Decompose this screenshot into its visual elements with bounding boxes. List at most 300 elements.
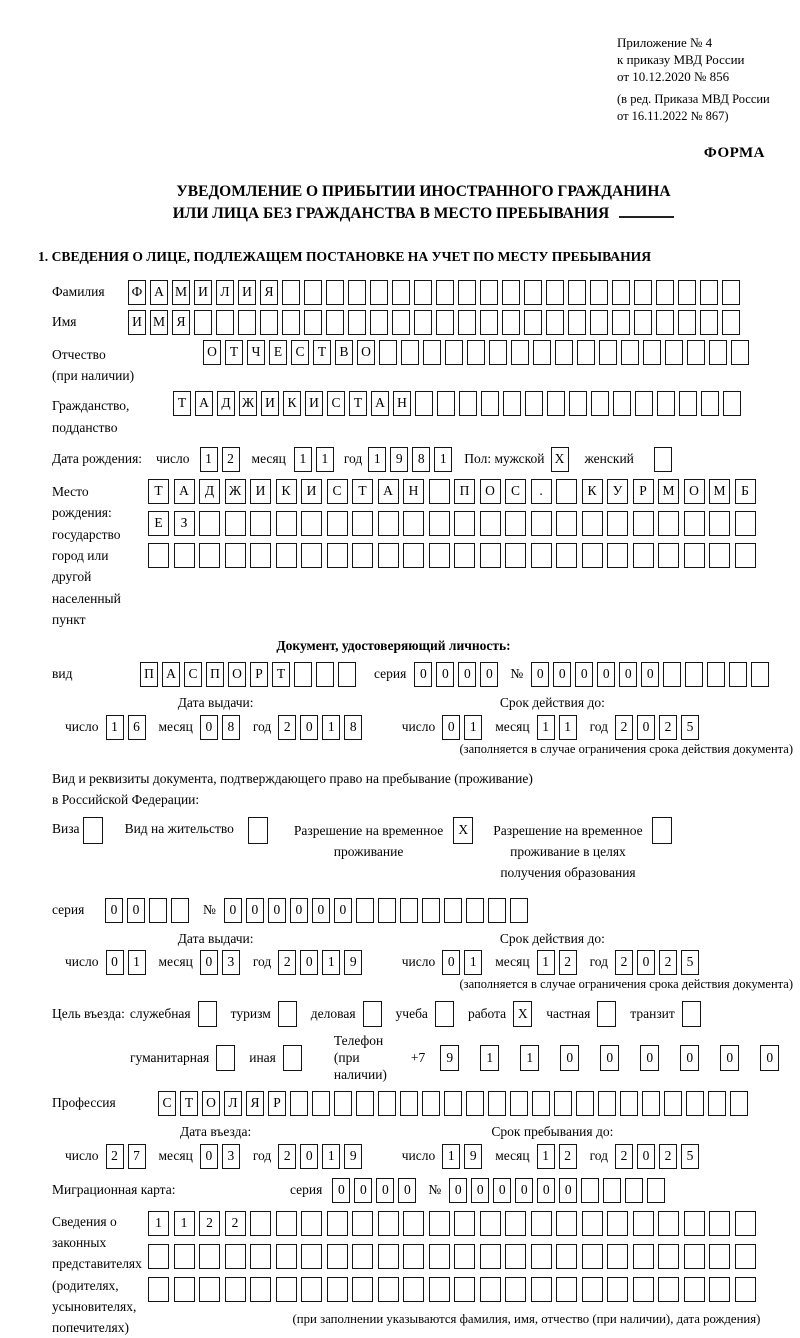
doc-seriya-input[interactable] xyxy=(414,662,502,687)
char-box[interactable]: Т xyxy=(352,479,373,504)
char-box[interactable] xyxy=(348,280,366,305)
char-box[interactable]: 0 xyxy=(354,1178,372,1203)
char-box[interactable] xyxy=(403,1211,424,1236)
char-box[interactable] xyxy=(352,1244,373,1269)
char-box[interactable]: 0 xyxy=(127,898,145,923)
birth-place-row1-input[interactable] xyxy=(148,479,760,504)
entry-day[interactable] xyxy=(106,1144,150,1169)
char-box[interactable] xyxy=(505,511,526,536)
char-box[interactable] xyxy=(729,662,747,687)
char-box[interactable] xyxy=(657,391,675,416)
char-box[interactable]: 0 xyxy=(300,1144,318,1169)
purpose-work-checkbox[interactable]: X xyxy=(513,1001,532,1027)
char-box[interactable] xyxy=(148,1244,169,1269)
char-box[interactable] xyxy=(502,310,520,335)
char-box[interactable]: 1 xyxy=(106,715,124,740)
char-box[interactable] xyxy=(700,310,718,335)
char-box[interactable] xyxy=(635,391,653,416)
char-box[interactable]: 0 xyxy=(300,950,318,975)
char-box[interactable] xyxy=(458,310,476,335)
char-box[interactable] xyxy=(730,1091,748,1116)
char-box[interactable]: 0 xyxy=(442,950,460,975)
char-box[interactable] xyxy=(429,1277,450,1302)
char-box[interactable]: 0 xyxy=(680,1045,699,1071)
char-box[interactable] xyxy=(664,1091,682,1116)
gender-female-checkbox[interactable] xyxy=(654,447,672,472)
char-box[interactable] xyxy=(555,340,573,365)
stay-until-year[interactable] xyxy=(615,1144,703,1169)
char-box[interactable]: М xyxy=(150,310,168,335)
char-box[interactable] xyxy=(444,1091,462,1116)
char-box[interactable]: Я xyxy=(260,280,278,305)
char-box[interactable]: 0 xyxy=(537,1178,555,1203)
char-box[interactable] xyxy=(216,310,234,335)
stay-valid-month[interactable] xyxy=(537,950,581,975)
char-box[interactable] xyxy=(658,1211,679,1236)
char-box[interactable] xyxy=(554,1091,572,1116)
char-box[interactable]: 9 xyxy=(440,1045,459,1071)
char-box[interactable] xyxy=(598,1091,616,1116)
residence-permit-checkbox[interactable] xyxy=(248,817,268,844)
char-box[interactable]: Ч xyxy=(247,340,265,365)
guardians-row1-input[interactable] xyxy=(148,1211,760,1236)
char-box[interactable] xyxy=(656,310,674,335)
char-box[interactable]: 5 xyxy=(681,715,699,740)
char-box[interactable] xyxy=(250,511,271,536)
char-box[interactable]: 3 xyxy=(222,950,240,975)
char-box[interactable]: С xyxy=(505,479,526,504)
doc-valid-day[interactable] xyxy=(442,715,486,740)
char-box[interactable]: 0 xyxy=(200,950,218,975)
char-box[interactable] xyxy=(429,511,450,536)
char-box[interactable] xyxy=(621,340,639,365)
char-box[interactable] xyxy=(378,1091,396,1116)
char-box[interactable] xyxy=(199,511,220,536)
char-box[interactable] xyxy=(531,1277,552,1302)
char-box[interactable]: 0 xyxy=(290,898,308,923)
char-box[interactable] xyxy=(591,391,609,416)
doc-issue-month[interactable] xyxy=(200,715,244,740)
temp-permit-checkbox[interactable]: X xyxy=(453,817,473,844)
char-box[interactable] xyxy=(505,543,526,568)
char-box[interactable]: 0 xyxy=(553,662,571,687)
purpose-private-checkbox[interactable] xyxy=(597,1001,616,1027)
char-box[interactable] xyxy=(415,391,433,416)
char-box[interactable] xyxy=(301,1244,322,1269)
char-box[interactable]: Ж xyxy=(239,391,257,416)
char-box[interactable]: 0 xyxy=(559,1178,577,1203)
birth-place-row3-input[interactable] xyxy=(148,543,760,568)
char-box[interactable] xyxy=(301,1211,322,1236)
char-box[interactable] xyxy=(294,662,312,687)
phone-input[interactable] xyxy=(433,1045,800,1071)
char-box[interactable]: 0 xyxy=(471,1178,489,1203)
char-box[interactable] xyxy=(569,391,587,416)
migration-seriya-input[interactable] xyxy=(332,1178,420,1203)
birth-place-row2-input[interactable] xyxy=(148,511,760,536)
char-box[interactable]: П xyxy=(140,662,158,687)
purpose-study-checkbox[interactable] xyxy=(435,1001,454,1027)
char-box[interactable] xyxy=(445,340,463,365)
char-box[interactable]: 6 xyxy=(128,715,146,740)
char-box[interactable] xyxy=(488,1091,506,1116)
char-box[interactable] xyxy=(581,1178,599,1203)
char-box[interactable] xyxy=(480,543,501,568)
char-box[interactable]: Т xyxy=(272,662,290,687)
char-box[interactable] xyxy=(658,511,679,536)
char-box[interactable] xyxy=(454,543,475,568)
char-box[interactable] xyxy=(663,662,681,687)
char-box[interactable] xyxy=(403,1244,424,1269)
char-box[interactable] xyxy=(556,1211,577,1236)
char-box[interactable] xyxy=(708,1091,726,1116)
char-box[interactable] xyxy=(352,1211,373,1236)
char-box[interactable]: 0 xyxy=(493,1178,511,1203)
char-box[interactable]: 0 xyxy=(560,1045,579,1071)
char-box[interactable] xyxy=(684,1277,705,1302)
char-box[interactable] xyxy=(665,340,683,365)
char-box[interactable]: 0 xyxy=(268,898,286,923)
char-box[interactable] xyxy=(613,391,631,416)
char-box[interactable] xyxy=(276,1211,297,1236)
char-box[interactable] xyxy=(546,280,564,305)
char-box[interactable]: Ж xyxy=(225,479,246,504)
char-box[interactable] xyxy=(225,1244,246,1269)
char-box[interactable] xyxy=(327,1244,348,1269)
char-box[interactable] xyxy=(709,543,730,568)
char-box[interactable]: 8 xyxy=(344,715,362,740)
char-box[interactable] xyxy=(225,543,246,568)
char-box[interactable] xyxy=(378,1244,399,1269)
char-box[interactable]: К xyxy=(283,391,301,416)
visa-checkbox[interactable] xyxy=(83,817,103,844)
stay-until-day[interactable] xyxy=(442,1144,486,1169)
char-box[interactable] xyxy=(436,310,454,335)
char-box[interactable]: Р xyxy=(268,1091,286,1116)
visa-option[interactable] xyxy=(52,817,107,844)
char-box[interactable] xyxy=(199,1277,220,1302)
char-box[interactable] xyxy=(414,310,432,335)
char-box[interactable]: 1 xyxy=(559,715,577,740)
char-box[interactable] xyxy=(684,543,705,568)
char-box[interactable] xyxy=(524,280,542,305)
char-box[interactable] xyxy=(556,543,577,568)
guardians-row3-input[interactable] xyxy=(148,1277,760,1302)
doc-issue-year[interactable] xyxy=(278,715,366,740)
char-box[interactable] xyxy=(547,391,565,416)
char-box[interactable] xyxy=(556,511,577,536)
char-box[interactable] xyxy=(327,543,348,568)
char-box[interactable]: 0 xyxy=(398,1178,416,1203)
char-box[interactable] xyxy=(459,391,477,416)
char-box[interactable] xyxy=(392,280,410,305)
char-box[interactable]: 0 xyxy=(637,1144,655,1169)
char-box[interactable] xyxy=(444,898,462,923)
char-box[interactable] xyxy=(633,1211,654,1236)
doc-issue-day[interactable] xyxy=(106,715,150,740)
char-box[interactable] xyxy=(378,511,399,536)
char-box[interactable] xyxy=(556,479,577,504)
char-box[interactable]: 0 xyxy=(637,715,655,740)
char-box[interactable] xyxy=(656,280,674,305)
char-box[interactable] xyxy=(480,310,498,335)
char-box[interactable]: О xyxy=(202,1091,220,1116)
residence-permit-option[interactable] xyxy=(125,817,272,844)
char-box[interactable] xyxy=(326,280,344,305)
char-box[interactable]: 0 xyxy=(200,1144,218,1169)
char-box[interactable] xyxy=(327,511,348,536)
char-box[interactable]: 7 xyxy=(128,1144,146,1169)
char-box[interactable] xyxy=(643,340,661,365)
doc-number-input[interactable] xyxy=(531,662,773,687)
char-box[interactable]: А xyxy=(378,479,399,504)
char-box[interactable]: И xyxy=(250,479,271,504)
char-box[interactable]: 0 xyxy=(106,950,124,975)
char-box[interactable] xyxy=(568,280,586,305)
char-box[interactable] xyxy=(735,1277,756,1302)
char-box[interactable] xyxy=(301,1277,322,1302)
citizenship-input[interactable] xyxy=(173,391,745,416)
purpose-humanitarian-checkbox[interactable] xyxy=(216,1045,235,1071)
char-box[interactable] xyxy=(378,1277,399,1302)
char-box[interactable]: 1 xyxy=(434,447,452,472)
char-box[interactable] xyxy=(684,511,705,536)
char-box[interactable] xyxy=(422,1091,440,1116)
char-box[interactable] xyxy=(735,1211,756,1236)
char-box[interactable]: 0 xyxy=(105,898,123,923)
stay-valid-day[interactable] xyxy=(442,950,486,975)
char-box[interactable] xyxy=(709,1244,730,1269)
char-box[interactable]: Т xyxy=(313,340,331,365)
char-box[interactable] xyxy=(458,280,476,305)
char-box[interactable]: 2 xyxy=(559,950,577,975)
char-box[interactable] xyxy=(466,898,484,923)
char-box[interactable]: 2 xyxy=(615,1144,633,1169)
char-box[interactable]: 1 xyxy=(520,1045,539,1071)
gender-male-checkbox[interactable]: X xyxy=(551,447,569,472)
char-box[interactable] xyxy=(356,898,374,923)
char-box[interactable]: 1 xyxy=(200,447,218,472)
char-box[interactable] xyxy=(480,511,501,536)
stay-issue-day[interactable] xyxy=(106,950,150,975)
char-box[interactable] xyxy=(510,898,528,923)
char-box[interactable] xyxy=(546,310,564,335)
char-box[interactable] xyxy=(437,391,455,416)
char-box[interactable]: О xyxy=(480,479,501,504)
char-box[interactable] xyxy=(326,310,344,335)
char-box[interactable]: 1 xyxy=(128,950,146,975)
given-name-input[interactable] xyxy=(128,310,744,335)
char-box[interactable]: С xyxy=(184,662,202,687)
char-box[interactable] xyxy=(701,391,719,416)
char-box[interactable] xyxy=(401,340,419,365)
char-box[interactable] xyxy=(658,1277,679,1302)
char-box[interactable]: 0 xyxy=(720,1045,739,1071)
char-box[interactable]: А xyxy=(371,391,389,416)
char-box[interactable] xyxy=(678,280,696,305)
char-box[interactable] xyxy=(524,310,542,335)
entry-year[interactable] xyxy=(278,1144,366,1169)
char-box[interactable] xyxy=(625,1178,643,1203)
char-box[interactable] xyxy=(422,898,440,923)
char-box[interactable] xyxy=(370,310,388,335)
char-box[interactable]: 9 xyxy=(344,950,362,975)
char-box[interactable]: Е xyxy=(269,340,287,365)
char-box[interactable] xyxy=(334,1091,352,1116)
char-box[interactable] xyxy=(582,511,603,536)
char-box[interactable] xyxy=(327,1277,348,1302)
char-box[interactable]: 1 xyxy=(148,1211,169,1236)
char-box[interactable]: 0 xyxy=(224,898,242,923)
char-box[interactable]: 0 xyxy=(300,715,318,740)
char-box[interactable]: М xyxy=(709,479,730,504)
char-box[interactable] xyxy=(250,1244,271,1269)
char-box[interactable] xyxy=(338,662,356,687)
char-box[interactable] xyxy=(352,1277,373,1302)
char-box[interactable] xyxy=(709,340,727,365)
char-box[interactable]: О xyxy=(228,662,246,687)
birth-day-input[interactable] xyxy=(200,447,244,472)
char-box[interactable] xyxy=(454,1277,475,1302)
char-box[interactable] xyxy=(348,310,366,335)
char-box[interactable]: 1 xyxy=(537,1144,555,1169)
stay-issue-year[interactable] xyxy=(278,950,366,975)
char-box[interactable] xyxy=(378,1211,399,1236)
stay-doc-seriya-input[interactable] xyxy=(105,898,193,923)
char-box[interactable] xyxy=(731,340,749,365)
char-box[interactable] xyxy=(700,280,718,305)
char-box[interactable] xyxy=(686,1091,704,1116)
char-box[interactable]: Е xyxy=(148,511,169,536)
patronymic-input[interactable] xyxy=(203,340,753,365)
char-box[interactable]: 9 xyxy=(390,447,408,472)
char-box[interactable] xyxy=(531,511,552,536)
char-box[interactable] xyxy=(356,1091,374,1116)
purpose-transit-checkbox[interactable] xyxy=(682,1001,701,1027)
purpose-official-checkbox[interactable] xyxy=(198,1001,217,1027)
char-box[interactable]: 9 xyxy=(344,1144,362,1169)
char-box[interactable]: Т xyxy=(225,340,243,365)
char-box[interactable]: 0 xyxy=(600,1045,619,1071)
char-box[interactable]: Т xyxy=(148,479,169,504)
char-box[interactable]: Л xyxy=(216,280,234,305)
char-box[interactable] xyxy=(679,391,697,416)
char-box[interactable] xyxy=(634,280,652,305)
char-box[interactable]: 2 xyxy=(199,1211,220,1236)
char-box[interactable] xyxy=(633,543,654,568)
char-box[interactable] xyxy=(282,310,300,335)
char-box[interactable] xyxy=(467,340,485,365)
char-box[interactable] xyxy=(684,1244,705,1269)
char-box[interactable]: 0 xyxy=(376,1178,394,1203)
char-box[interactable]: Я xyxy=(246,1091,264,1116)
char-box[interactable]: Н xyxy=(393,391,411,416)
char-box[interactable] xyxy=(370,280,388,305)
char-box[interactable] xyxy=(378,543,399,568)
char-box[interactable] xyxy=(290,1091,308,1116)
char-box[interactable] xyxy=(634,310,652,335)
char-box[interactable] xyxy=(429,543,450,568)
char-box[interactable]: 0 xyxy=(637,950,655,975)
char-box[interactable] xyxy=(510,1091,528,1116)
char-box[interactable]: 1 xyxy=(537,715,555,740)
char-box[interactable] xyxy=(684,1211,705,1236)
char-box[interactable] xyxy=(316,662,334,687)
char-box[interactable] xyxy=(532,1091,550,1116)
char-box[interactable]: 1 xyxy=(316,447,334,472)
char-box[interactable] xyxy=(480,1211,501,1236)
char-box[interactable] xyxy=(276,543,297,568)
char-box[interactable] xyxy=(301,543,322,568)
char-box[interactable]: У xyxy=(607,479,628,504)
char-box[interactable]: . xyxy=(531,479,552,504)
char-box[interactable] xyxy=(304,280,322,305)
char-box[interactable] xyxy=(658,1244,679,1269)
char-box[interactable]: М xyxy=(658,479,679,504)
char-box[interactable] xyxy=(480,280,498,305)
char-box[interactable] xyxy=(489,340,507,365)
char-box[interactable]: Д xyxy=(199,479,220,504)
char-box[interactable] xyxy=(556,1277,577,1302)
char-box[interactable] xyxy=(658,543,679,568)
char-box[interactable] xyxy=(709,1277,730,1302)
char-box[interactable] xyxy=(603,1178,621,1203)
char-box[interactable]: 0 xyxy=(640,1045,659,1071)
char-box[interactable] xyxy=(414,280,432,305)
char-box[interactable] xyxy=(199,1244,220,1269)
char-box[interactable] xyxy=(454,1244,475,1269)
char-box[interactable]: 0 xyxy=(480,662,498,687)
char-box[interactable] xyxy=(735,1244,756,1269)
char-box[interactable]: 2 xyxy=(106,1144,124,1169)
char-box[interactable] xyxy=(633,511,654,536)
char-box[interactable]: 1 xyxy=(464,950,482,975)
char-box[interactable]: 2 xyxy=(615,715,633,740)
char-box[interactable]: 2 xyxy=(559,1144,577,1169)
char-box[interactable] xyxy=(531,1244,552,1269)
char-box[interactable] xyxy=(582,1211,603,1236)
char-box[interactable] xyxy=(403,543,424,568)
char-box[interactable] xyxy=(171,898,189,923)
char-box[interactable] xyxy=(250,543,271,568)
char-box[interactable] xyxy=(735,511,756,536)
char-box[interactable] xyxy=(751,662,769,687)
char-box[interactable] xyxy=(607,543,628,568)
char-box[interactable] xyxy=(568,310,586,335)
stay-doc-number-input[interactable] xyxy=(224,898,532,923)
char-box[interactable]: И xyxy=(261,391,279,416)
doc-valid-year[interactable] xyxy=(615,715,703,740)
char-box[interactable] xyxy=(685,662,703,687)
char-box[interactable] xyxy=(735,543,756,568)
purpose-business-checkbox[interactable] xyxy=(363,1001,382,1027)
char-box[interactable]: С xyxy=(327,479,348,504)
birth-month-input[interactable] xyxy=(294,447,338,472)
char-box[interactable]: О xyxy=(684,479,705,504)
char-box[interactable]: 2 xyxy=(659,715,677,740)
char-box[interactable]: С xyxy=(291,340,309,365)
char-box[interactable]: 2 xyxy=(659,1144,677,1169)
purpose-tourism-checkbox[interactable] xyxy=(278,1001,297,1027)
char-box[interactable] xyxy=(436,280,454,305)
char-box[interactable] xyxy=(429,1244,450,1269)
doc-valid-month[interactable] xyxy=(537,715,581,740)
char-box[interactable] xyxy=(723,391,741,416)
char-box[interactable] xyxy=(379,340,397,365)
char-box[interactable]: 2 xyxy=(615,950,633,975)
char-box[interactable]: О xyxy=(203,340,221,365)
char-box[interactable] xyxy=(327,1211,348,1236)
